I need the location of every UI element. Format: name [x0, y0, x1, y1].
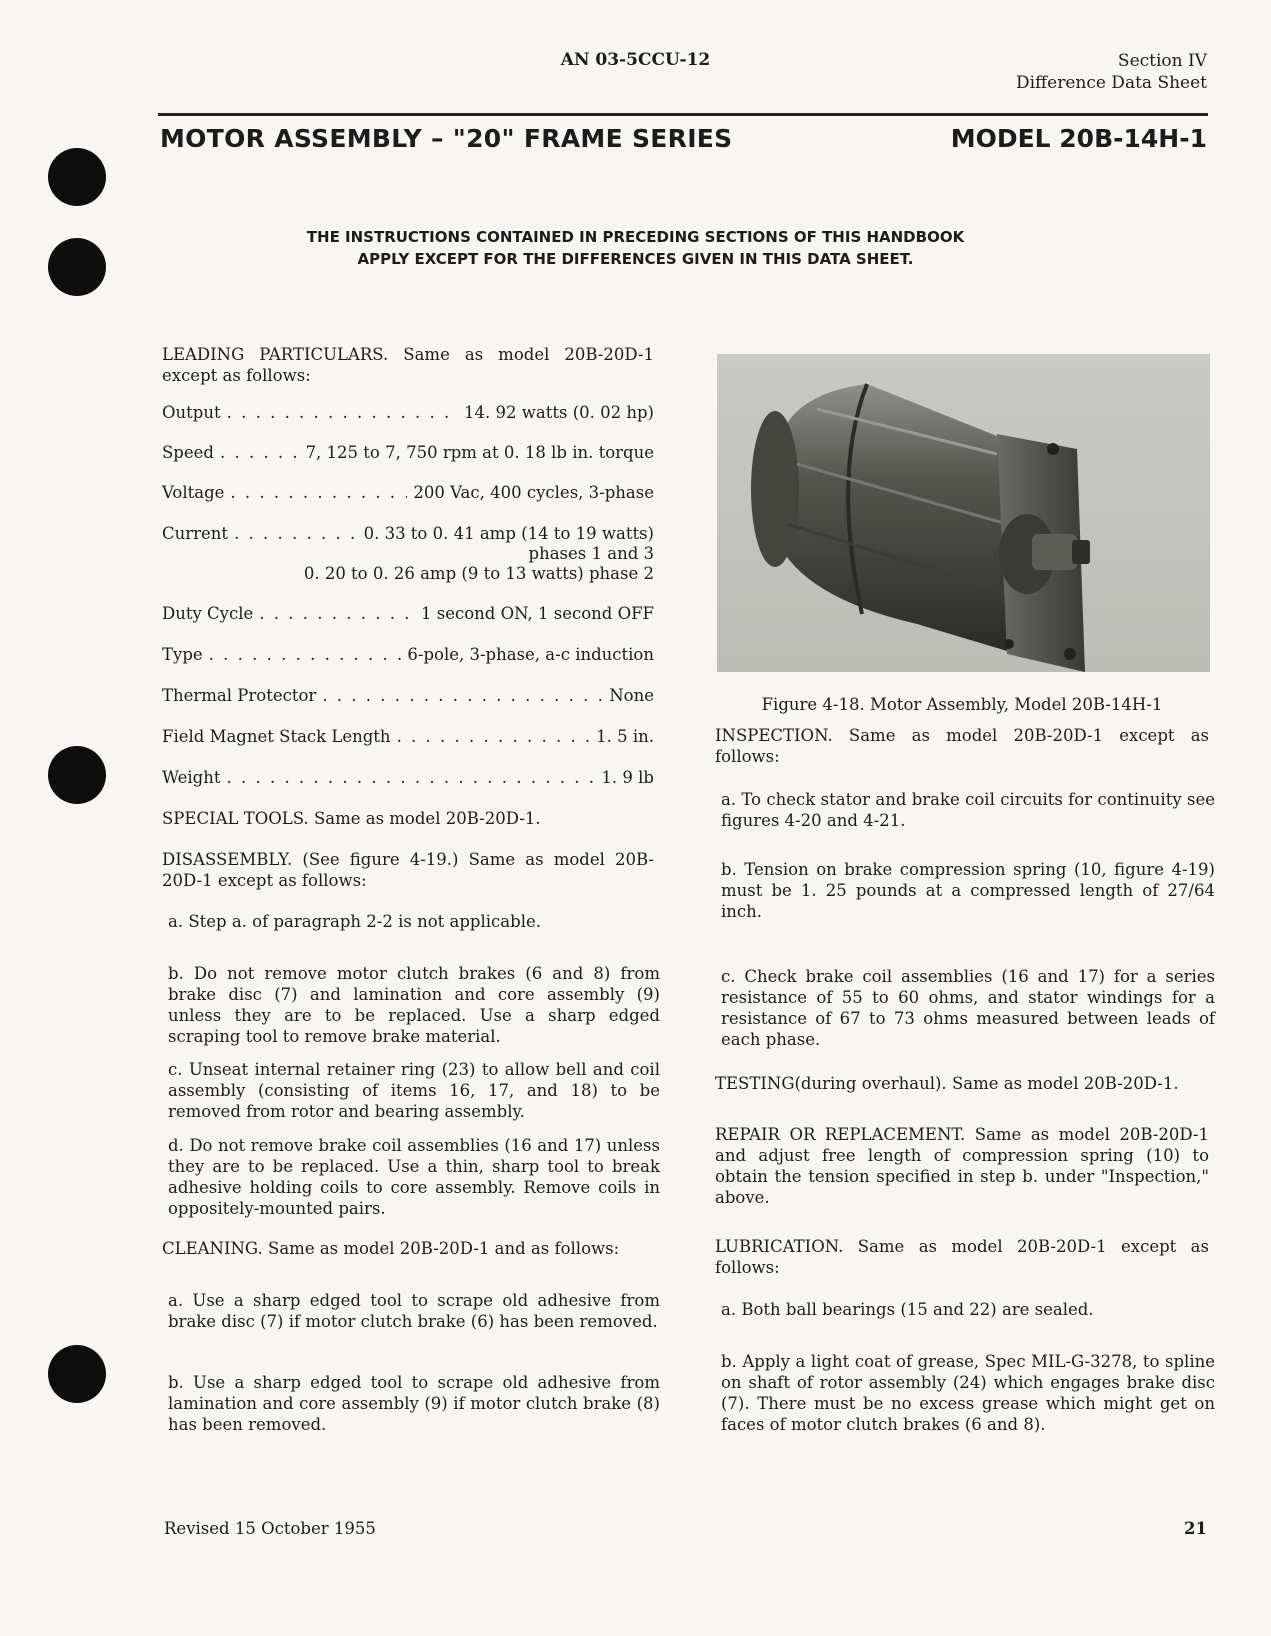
special-tools-heading: SPECIAL TOOLS.	[162, 809, 309, 828]
spec-row-voltage	[162, 482, 654, 503]
instructions-notice	[0, 226, 1271, 270]
spec-label: Type	[162, 645, 203, 664]
spec-value: 6-pole, 3-phase, a-c induction	[407, 645, 654, 664]
binder-hole	[48, 1345, 106, 1403]
spec-label: Duty Cycle	[162, 604, 254, 623]
spec-value: 7, 125 to 7, 750 rpm at 0. 18 lb in. torque	[305, 443, 654, 462]
spec-value: 1 second ON, 1 second OFF	[421, 604, 654, 623]
cleaning-text: Same as model 20B-20D-1 and as follows:	[268, 1239, 620, 1258]
spec-label: Speed	[162, 443, 214, 462]
disassembly-step-d: d. Do not remove brake coil assemblies (16 and 17) unless they are to be replaced. Use a thin, sharp tool to break adhesive holding coils to core assembly. Remove coils in oppositely-mounted pairs.	[168, 1136, 660, 1218]
revision-date: Revised 15 October 1955	[164, 1519, 376, 1538]
document-number: AN 03-5CCU-12	[560, 50, 711, 70]
repair-text: Same as model 20B-20D-1 and adjust free length of compression spring (10) to obtain the tension specified in step b. under "Inspection," above.	[715, 1125, 1209, 1207]
cleaning-heading: CLEANING.	[162, 1239, 263, 1258]
leading-particulars-heading: LEADING PARTICULARS.	[162, 345, 389, 364]
spec-value: 14. 92 watts (0. 02 hp)	[464, 403, 654, 422]
repair-heading: REPAIR OR REPLACEMENT.	[715, 1125, 966, 1144]
page-title: MOTOR ASSEMBLY – "20" FRAME SERIES	[160, 124, 733, 153]
leading-particulars-text: Same as model 20B-20D-1 except as follows:	[162, 345, 654, 385]
section-subtitle: Difference Data Sheet	[1015, 73, 1207, 93]
lubrication-text: Same as model 20B-20D-1 except as follows:	[715, 1237, 1209, 1277]
spec-label: Field Magnet Stack Length	[162, 727, 391, 746]
inspection-step-b: b. Tension on brake compression spring (10, figure 4-19) must be 1. 25 pounds at a compressed length of 27/64 inch.	[721, 860, 1215, 921]
lubrication-intro	[715, 1236, 1209, 1278]
disassembly-heading: DISASSEMBLY.	[162, 850, 293, 869]
binder-hole	[48, 148, 106, 206]
notice-line: APPLY EXCEPT FOR THE DIFFERENCES GIVEN IN THIS DATA SHEET.	[357, 250, 914, 268]
spec-label: Voltage	[162, 483, 225, 502]
header-rule	[158, 113, 1208, 116]
spec-row-thermal-protector	[162, 685, 654, 706]
cleaning-step-a: a. Use a sharp edged tool to scrape old adhesive from brake disc (7) if motor clutch brake (6) has been removed.	[168, 1291, 660, 1331]
disassembly-text: (See figure 4-19.) Same as model 20B-20D-1 except as follows:	[162, 850, 654, 890]
inspection-step-c: c. Check brake coil assemblies (16 and 17) for a series resistance of 55 to 60 ohms, and stator windings for a resistance of 67 to 73 ohms measured between leads of each phase.	[721, 967, 1215, 1049]
disassembly-step-a: a. Step a. of paragraph 2-2 is not applicable.	[168, 912, 541, 931]
leading-particulars-intro	[162, 344, 654, 386]
section-label: Section IV	[1117, 51, 1207, 71]
spec-value: 1. 9 lb	[601, 768, 654, 787]
spec-value: None	[609, 686, 654, 705]
spec-current-cont: 0. 20 to 0. 26 amp (9 to 13 watts) phase 2	[303, 564, 654, 583]
repair-replacement	[715, 1124, 1209, 1208]
spec-label: Current	[162, 524, 229, 543]
testing-heading: TESTING(during overhaul).	[715, 1074, 947, 1093]
testing	[715, 1073, 1209, 1094]
motor-assembly-photo	[717, 354, 1210, 672]
spec-value: 1. 5 in.	[596, 727, 654, 746]
spec-label: Thermal Protector	[162, 686, 317, 705]
lubrication-step-a: a. Both ball bearings (15 and 22) are sealed.	[721, 1300, 1094, 1319]
lubrication-heading: LUBRICATION.	[715, 1237, 844, 1256]
spec-current-cont: phases 1 and 3	[528, 544, 654, 563]
inspection-step-a: a. To check stator and brake coil circuits for continuity see figures 4-20 and 4-21.	[721, 790, 1215, 830]
spec-value: 0. 33 to 0. 41 amp (14 to 19 watts)	[363, 524, 654, 543]
inspection-intro	[715, 725, 1209, 767]
spec-value: 200 Vac, 400 cycles, 3-phase	[413, 483, 654, 502]
page-number: 21	[1184, 1519, 1207, 1538]
special-tools-text: Same as model 20B-20D-1.	[313, 809, 541, 828]
spec-row-output	[162, 402, 654, 423]
special-tools	[162, 808, 654, 829]
spec-label: Output	[162, 403, 221, 422]
notice-line: THE INSTRUCTIONS CONTAINED IN PRECEDING SECTIONS OF THIS HANDBOOK	[306, 228, 965, 246]
spec-row-speed	[162, 442, 654, 463]
inspection-heading: INSPECTION.	[715, 726, 833, 745]
model-title: MODEL 20B-14H-1	[950, 124, 1207, 153]
spec-row-duty-cycle	[162, 603, 654, 624]
lubrication-step-b: b. Apply a light coat of grease, Spec MIL-G-3278, to spline on shaft of rotor assembly (24) which engages brake disc (7). There must be no excess grease which might get on faces of motor clutch brakes (6 and 8).	[721, 1352, 1215, 1434]
spec-row-current	[162, 523, 654, 544]
cleaning-intro	[162, 1238, 654, 1259]
inspection-text: Same as model 20B-20D-1 except as follows:	[715, 726, 1209, 766]
testing-text: Same as model 20B-20D-1.	[951, 1074, 1179, 1093]
motor-illustration	[717, 354, 1210, 672]
figure-caption: Figure 4-18. Motor Assembly, Model 20B-14H-1	[761, 695, 1163, 714]
section-header	[1016, 50, 1207, 94]
binder-hole	[48, 746, 106, 804]
spec-row-stack-length	[162, 726, 654, 747]
spec-row-type	[162, 644, 654, 665]
disassembly-intro	[162, 849, 654, 891]
disassembly-step-c: c. Unseat internal retainer ring (23) to allow bell and coil assembly (consisting of items 16, 17, and 18) to be removed from rotor and bearing assembly.	[168, 1060, 660, 1121]
disassembly-step-b: b. Do not remove motor clutch brakes (6 and 8) from brake disc (7) and lamination and core assembly (9) unless they are to be replaced. Use a sharp edged scraping tool to remove brake material.	[168, 964, 660, 1046]
cleaning-step-b: b. Use a sharp edged tool to scrape old adhesive from lamination and core assembly (9) if motor clutch brake (8) has been removed.	[168, 1373, 660, 1434]
spec-row-weight	[162, 767, 654, 788]
spec-label: Weight	[162, 768, 221, 787]
